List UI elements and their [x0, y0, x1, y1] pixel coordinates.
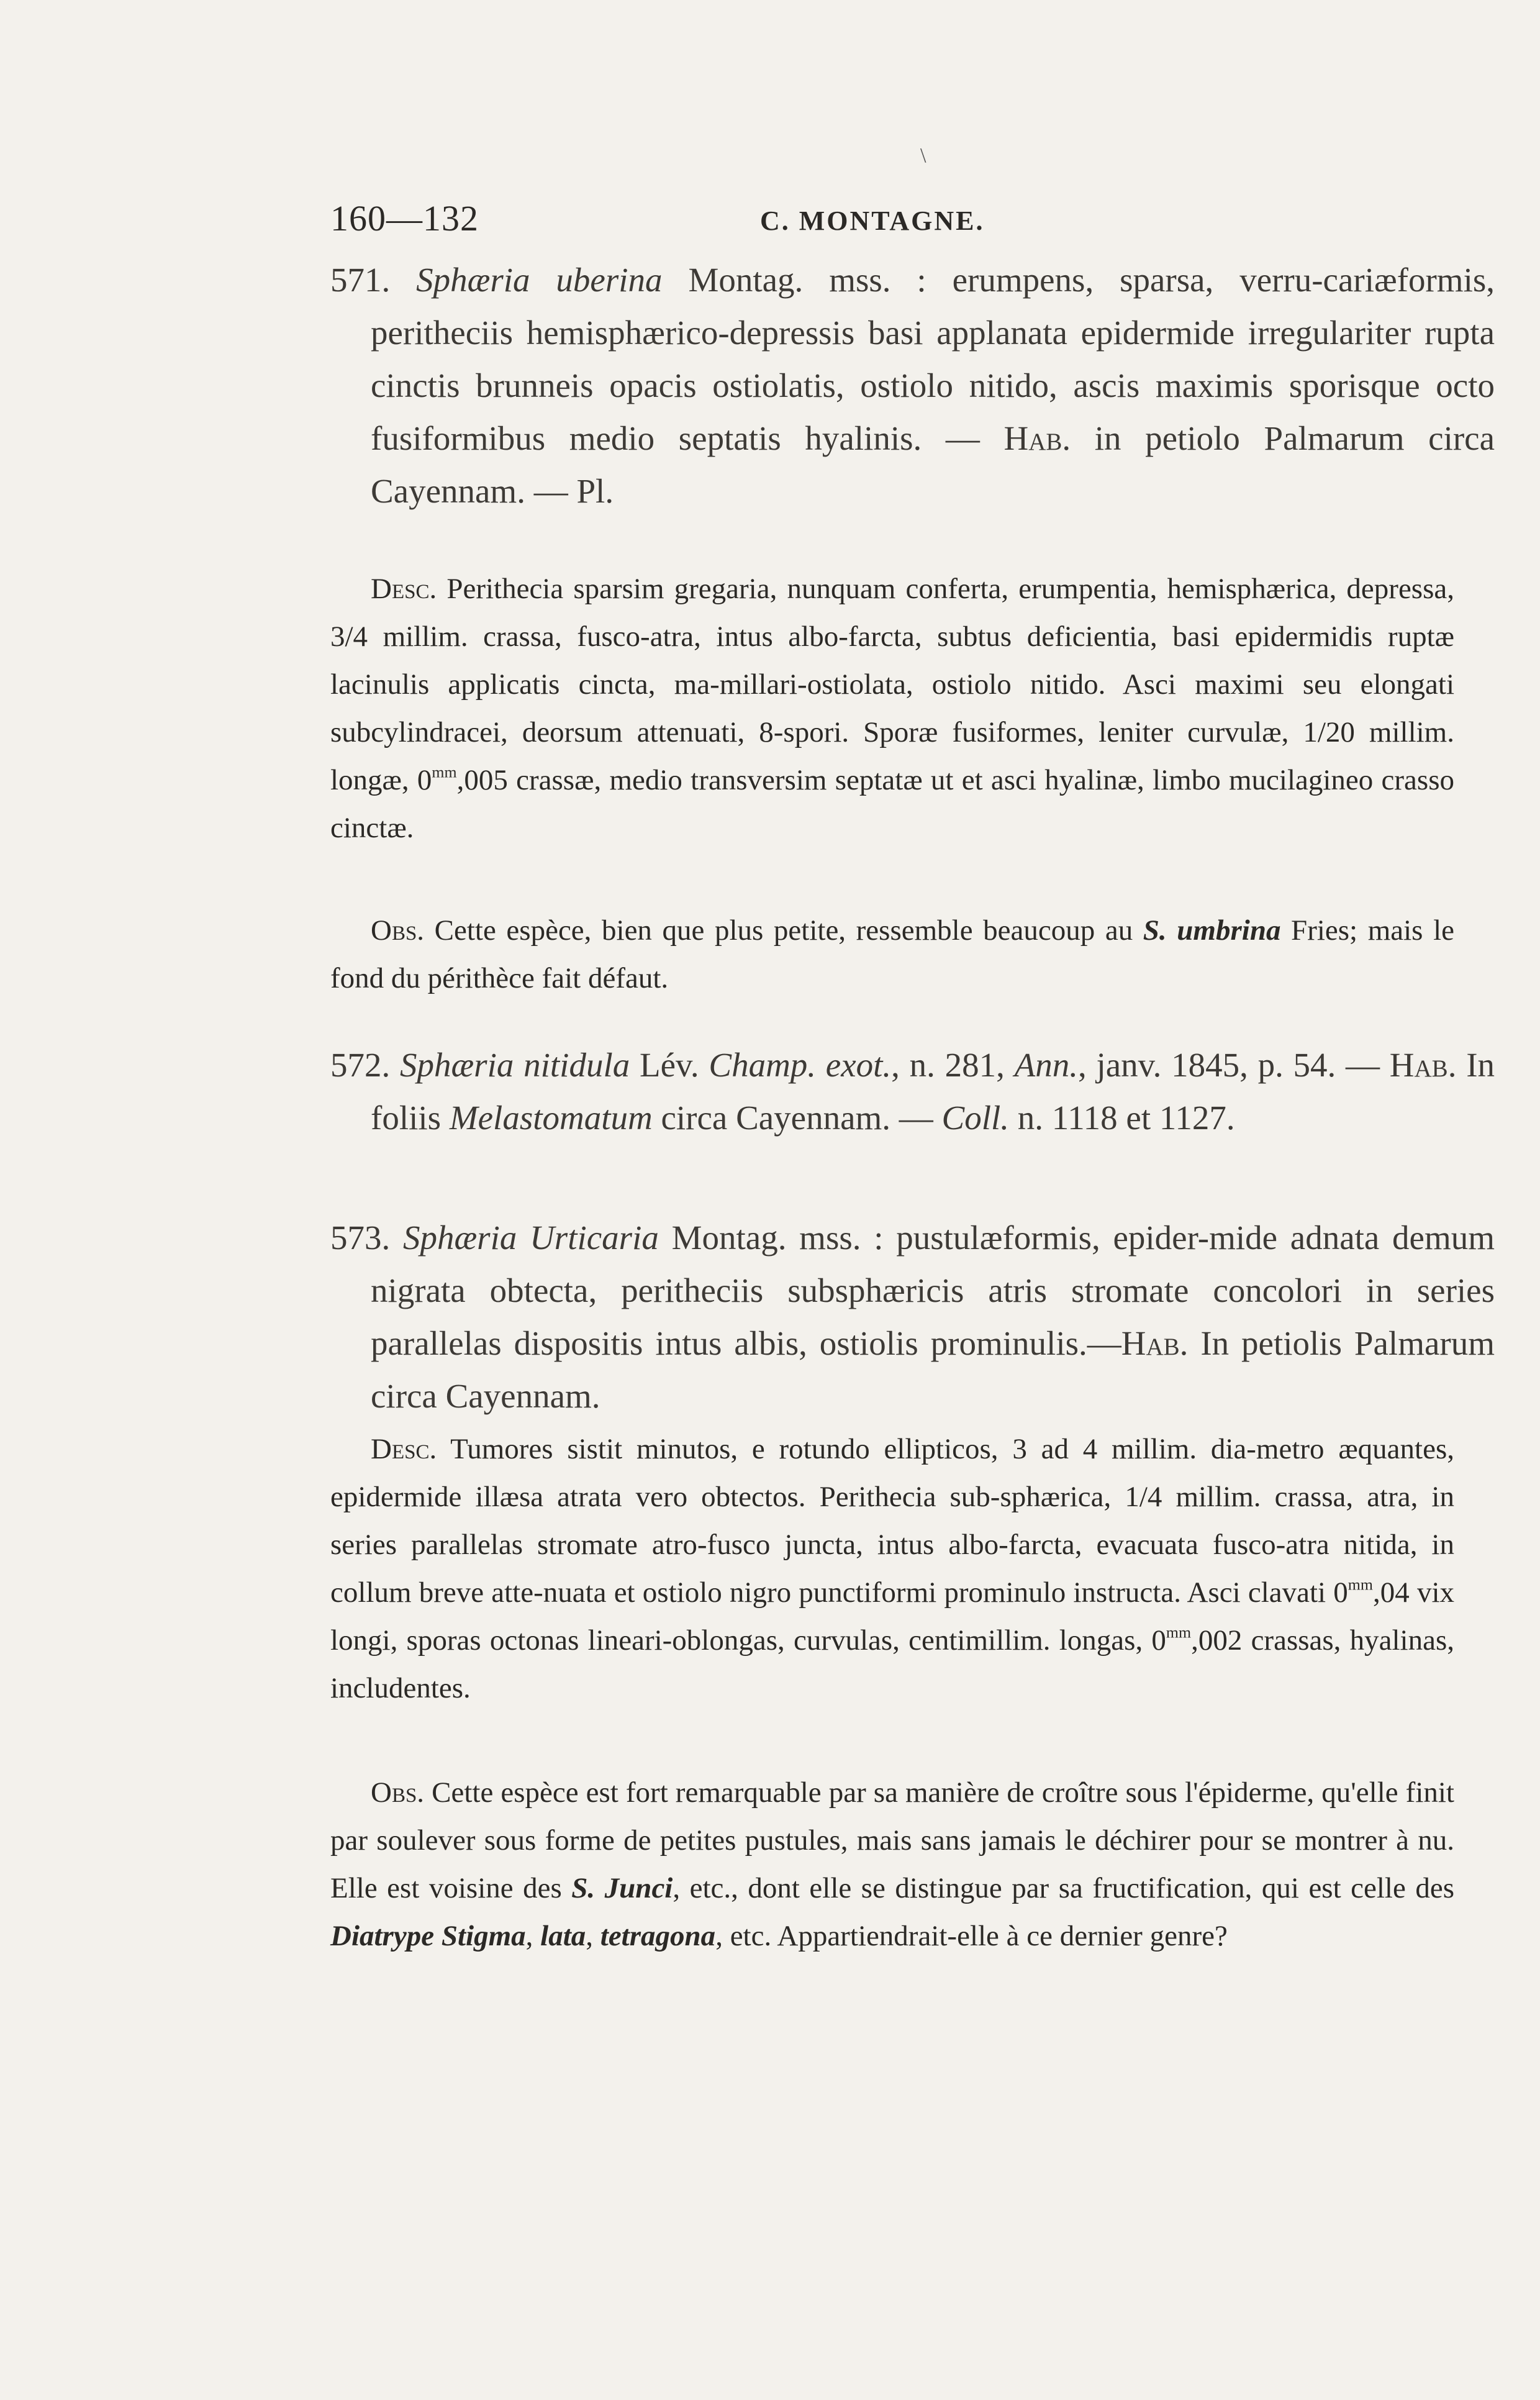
entry-572-text-1: Lév.	[630, 1046, 709, 1084]
entry-571-habitat: in petiolo Palmarum circa Cayennam. — Pl.	[371, 419, 1495, 510]
page-header	[330, 198, 1044, 241]
entry-571-desc-text-b: ,005 crassæ, medio transversim septatæ ut et asci hyalinæ, limbo mucilagineo crasso cinctæ.	[330, 764, 1454, 844]
entry-573-obs-genus: Diatrype Stigma	[330, 1920, 526, 1952]
entry-571-description	[330, 565, 1454, 852]
entry-571-obs-text-a: Cette espèce, bien que plus petite, ressemble beaucoup au	[424, 914, 1143, 947]
page-number: 160—132	[330, 198, 479, 239]
entry-573-species: Sphæria Urticaria	[402, 1219, 659, 1257]
entry-571-number: 571.	[330, 261, 391, 299]
entry-571-obs-text-b: Fries; mais le fond du périthèce fait défaut.	[330, 914, 1454, 994]
entry-573-obs-label: Obs.	[371, 1776, 425, 1809]
entry-573-desc-text-b: ,04 vix longi, sporas octonas lineari-oblongas, curvulas, centimillim. longas, 0	[330, 1576, 1454, 1657]
entry-572-reference: Champ. exot.	[709, 1046, 892, 1084]
entry-571	[330, 253, 1495, 517]
entry-571-species: Sphæria uberina	[416, 261, 663, 299]
entry-573-observation	[330, 1769, 1454, 1960]
entry-572-text-6: n. 1118 et 1127.	[1009, 1099, 1235, 1137]
entry-573-habitat: In petiolis Palmarum circa Cayennam.	[371, 1324, 1495, 1415]
entry-573-desc-sup-1: mm	[1348, 1575, 1374, 1594]
entry-573-number: 573.	[330, 1219, 391, 1257]
entry-573	[330, 1211, 1495, 1422]
entry-573-obs-tetragona: tetragona	[600, 1920, 716, 1952]
top-mark: \	[920, 144, 926, 167]
entry-573-diagnosis: Montag. mss. : pustulæformis, epider-mide adnata demum nigrata obtecta, peritheciis subsphæricis atris stromate concolori in series parallelas dispositis intus albis, ostiolis prominulis.—	[371, 1219, 1495, 1362]
entry-572-species: Sphæria nitidula	[400, 1046, 630, 1084]
entry-573-desc-sup-2: mm	[1166, 1623, 1192, 1642]
entry-573-description	[330, 1425, 1454, 1712]
entry-571-obs-species: S. umbrina	[1143, 914, 1281, 947]
entry-573-obs-sep-1: ,	[525, 1920, 541, 1952]
entry-573-hab-label: Hab.	[1121, 1324, 1189, 1362]
entry-572-text-2: , n. 281,	[891, 1046, 1015, 1084]
entry-573-obs-sep-2: ,	[586, 1920, 600, 1952]
entry-573-obs-text-b: , etc., dont elle se distingue par sa fructification, qui est celle des	[673, 1872, 1454, 1904]
running-head: C. MONTAGNE.	[760, 206, 985, 236]
entry-573-desc-text-a: Tumores sistit minutos, e rotundo ellipticos, 3 ad 4 millim. dia-metro æquantes, epidermide illæsa atrata vero obtectos. Perithecia sub-sphærica, 1/4 millim. crassa, atra, in series parallelas stromate atro-fusco juncta, intus albo-farcta, evacuata fusco-atra nitida, in collum breve atte-nuata et ostiolo nigro punctiformi prominulo instructa. Asci clavati 0	[330, 1433, 1454, 1609]
entry-571-desc-text-a: Perithecia sparsim gregaria, nunquam conferta, erumpentia, hemisphærica, depressa, 3/4 millim. crassa, fusco-atra, intus albo-farcta, subtus deficientia, basi epidermidis ruptæ lacinulis applicatis cincta, ma-millari-ostiolata, ostiolo nitido. Asci maximi seu elongati subcylindracei, deorsum attenuati, 8-spori. Sporæ fusiformes, leniter curvulæ, 1/20 millim. longæ, 0	[330, 573, 1454, 796]
entry-572-number: 572.	[330, 1046, 391, 1084]
entry-571-diagnosis: Montag. mss. : erumpens, sparsa, verru-cariæformis, peritheciis hemisphærico-depressis basi applanata epidermide irregulariter rupta cinctis brunneis opacis ostiolatis, ostiolo nitido, ascis maximis sporisque octo fusiformibus medio septatis hyalinis. —	[371, 261, 1495, 457]
entry-572-text-4: In foliis	[371, 1046, 1495, 1137]
entry-573-obs-lata: lata	[540, 1920, 586, 1952]
entry-572-hab-label: Hab.	[1389, 1046, 1457, 1084]
entry-571-desc-label: Desc.	[371, 573, 437, 605]
entry-573-desc-text-c: ,002 crassas, hyalinas, includentes.	[330, 1624, 1454, 1704]
entry-572-text-3: , janv. 1845, p. 54. —	[1077, 1046, 1390, 1084]
entry-571-hab-label: Hab.	[1003, 419, 1071, 457]
entry-571-desc-sup: mm	[432, 763, 457, 781]
entry-571-observation	[330, 907, 1454, 1002]
entry-572	[330, 1039, 1495, 1144]
entry-573-obs-text-e: , etc. Appartiendrait-elle à ce dernier genre?	[715, 1920, 1228, 1952]
entry-573-desc-label: Desc.	[371, 1433, 437, 1465]
entry-573-obs-species: S. Junci	[571, 1872, 673, 1904]
entry-573-obs-text-a: Cette espèce est fort remarquable par sa manière de croître sous l'épiderme, qu'elle finit par soulever sous forme de petites pustules, mais sans jamais le déchirer pour se montrer à nu. Elle est voisine des	[330, 1776, 1454, 1904]
entry-572-genus: Melastomatum	[449, 1099, 653, 1137]
entry-572-coll: Coll.	[941, 1099, 1010, 1137]
entry-571-obs-label: Obs.	[371, 914, 425, 947]
entry-572-text-5: circa Cayennam. —	[652, 1099, 942, 1137]
entry-572-annales: Ann.	[1014, 1046, 1078, 1084]
